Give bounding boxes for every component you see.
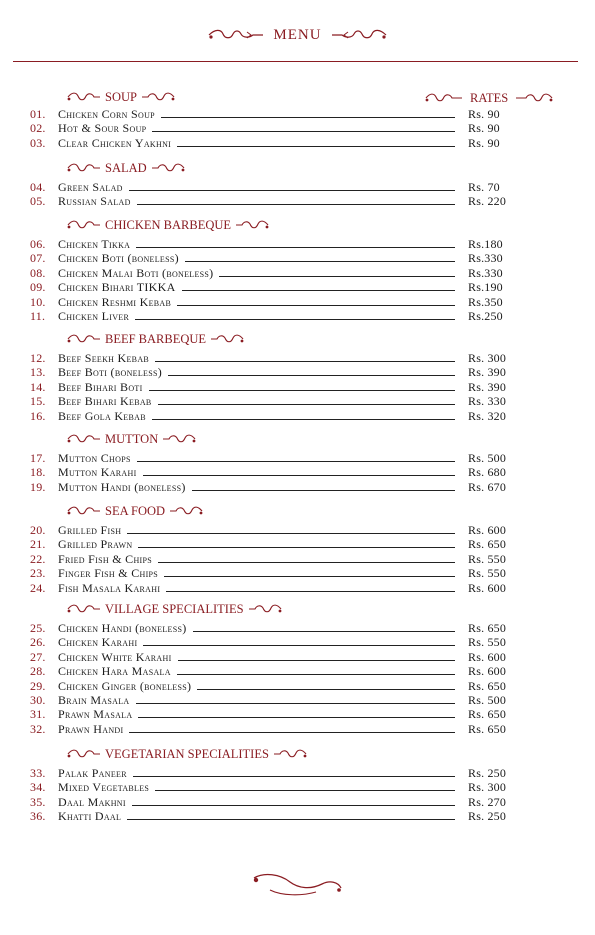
menu-item (0, 309, 595, 323)
menu-item (0, 795, 595, 809)
right-flourish-icon (514, 92, 554, 104)
section-items (0, 523, 595, 595)
item-number: 29. (30, 678, 46, 693)
menu-item (0, 409, 595, 423)
menu-item (0, 780, 595, 794)
item-price: Rs.350 (468, 294, 503, 309)
item-number: 06. (30, 237, 46, 251)
right-flourish-icon (150, 162, 186, 174)
section-heading (66, 331, 245, 347)
item-number: 10. (30, 294, 46, 309)
item-number: 33. (30, 766, 46, 780)
item-price: Rs. 300 (468, 780, 507, 795)
leader-line (138, 547, 455, 548)
item-name: Chicken Tikka (58, 237, 131, 251)
item-name: Chicken Boti (boneless) (58, 251, 179, 266)
left-flourish-icon (66, 603, 102, 615)
leader-line (158, 562, 455, 563)
item-price: Rs.190 (468, 280, 503, 295)
leader-line (143, 645, 455, 646)
item-number: 02. (30, 121, 46, 136)
menu-item (0, 566, 595, 580)
leader-line (177, 305, 455, 306)
section-title: SEA FOOD (105, 504, 166, 519)
item-name: Fried Fish & Chips (58, 551, 152, 566)
menu-item (0, 465, 595, 479)
left-flourish-icon (66, 748, 102, 760)
right-flourish-icon (272, 748, 308, 760)
left-flourish-icon (66, 219, 102, 231)
item-number: 19. (30, 479, 46, 494)
leader-line (133, 776, 455, 777)
leader-line (127, 819, 455, 820)
item-name: Chicken Liver (58, 308, 130, 323)
item-number: 27. (30, 649, 46, 664)
rates-label: RATES (470, 90, 509, 105)
item-number: 17. (30, 451, 46, 465)
item-price: Rs. 270 (468, 794, 507, 809)
leader-line (177, 674, 455, 675)
item-number: 15. (30, 394, 46, 409)
right-flourish-icon (140, 91, 176, 103)
leader-line (149, 390, 455, 391)
menu-item (0, 664, 595, 678)
menu-item (0, 523, 595, 537)
item-name: Mutton Handi (boneless) (58, 479, 186, 494)
menu-item (0, 766, 595, 780)
item-name: Beef Bihari Boti (58, 379, 143, 394)
item-name: Beef Boti (boneless) (58, 365, 162, 380)
item-price: Rs. 330 (468, 394, 507, 409)
item-name: Palak Paneer (58, 766, 127, 780)
item-name: Chicken Handi (boneless) (58, 621, 187, 635)
item-number: 03. (30, 135, 46, 150)
menu-item (0, 180, 595, 194)
menu-item (0, 707, 595, 721)
section-items (0, 351, 595, 423)
menu-item (0, 194, 595, 208)
item-name: Chicken Hara Masala (58, 664, 171, 679)
menu-item (0, 351, 595, 365)
item-name: Prawn Masala (58, 707, 133, 722)
item-price: Rs. 390 (468, 365, 507, 380)
left-flourish-icon (66, 505, 102, 517)
section-title: CHICKEN BARBEQUE (105, 218, 232, 233)
section-items (0, 621, 595, 736)
item-number: 34. (30, 780, 46, 795)
item-price: Rs. 390 (468, 379, 507, 394)
menu-item (0, 365, 595, 379)
item-number: 04. (30, 180, 46, 194)
item-price: Rs.330 (468, 251, 503, 266)
section-items (0, 107, 595, 150)
item-number: 31. (30, 707, 46, 722)
item-number: 09. (30, 280, 46, 295)
leader-line (166, 591, 455, 592)
item-number: 35. (30, 794, 46, 809)
section-heading (66, 746, 308, 762)
item-name: Chicken Malai Boti (boneless) (58, 265, 214, 280)
rates-heading (424, 89, 554, 107)
leader-line (193, 631, 455, 632)
item-name: Brain Masala (58, 692, 130, 707)
menu-item (0, 237, 595, 251)
right-flourish-icon (209, 333, 245, 345)
item-price: Rs. 90 (468, 135, 500, 150)
right-flourish-icon (161, 433, 197, 445)
item-name: Chicken Karahi (58, 635, 138, 650)
item-name: Hot & Sour Soup (58, 121, 147, 136)
leader-line (129, 190, 455, 191)
item-price: Rs. 600 (468, 523, 507, 537)
menu-header (0, 26, 595, 44)
menu-item (0, 295, 595, 309)
section-heading (66, 431, 197, 447)
menu-item (0, 722, 595, 736)
section-items (0, 766, 595, 824)
leader-line (135, 319, 455, 320)
leader-line (164, 576, 455, 577)
item-number: 21. (30, 537, 46, 552)
item-name: Beef Seekh Kebab (58, 351, 150, 365)
item-price: Rs. 670 (468, 479, 507, 494)
menu-item (0, 394, 595, 408)
item-name: Fish Masala Karahi (58, 580, 161, 595)
item-number: 16. (30, 408, 46, 423)
menu-item (0, 451, 595, 465)
leader-line (143, 475, 455, 476)
item-name: Beef Gola Kebab (58, 408, 146, 423)
section-items (0, 180, 595, 209)
leader-line (219, 276, 455, 277)
leader-line (197, 689, 455, 690)
item-number: 28. (30, 664, 46, 679)
menu-item (0, 693, 595, 707)
leader-line (129, 732, 455, 733)
menu-item (0, 552, 595, 566)
item-price: Rs. 650 (468, 678, 507, 693)
leader-line (136, 247, 455, 248)
section-heading (66, 503, 204, 519)
menu-item (0, 621, 595, 635)
item-name: Chicken Ginger (boneless) (58, 678, 192, 693)
leader-line (132, 805, 455, 806)
leader-line (138, 717, 455, 718)
menu-item (0, 136, 595, 150)
item-price: Rs. 70 (468, 180, 500, 194)
section-items (0, 237, 595, 323)
item-number: 13. (30, 365, 46, 380)
item-price: Rs. 250 (468, 766, 507, 780)
left-flourish-icon (207, 28, 265, 42)
item-price: Rs.250 (468, 308, 503, 323)
item-name: Beef Bihari Kebab (58, 394, 152, 409)
item-price: Rs. 650 (468, 721, 507, 736)
item-name: Mutton Chops (58, 451, 131, 465)
menu-item (0, 280, 595, 294)
menu-item (0, 266, 595, 280)
item-name: Daal Makhni (58, 794, 126, 809)
bottom-flourish-icon (250, 870, 345, 900)
item-number: 08. (30, 265, 46, 280)
leader-line (152, 131, 455, 132)
item-name: Chicken Bihari TIKKA (58, 280, 176, 295)
section-heading (66, 601, 283, 617)
section-heading (66, 160, 186, 176)
item-price: Rs. 650 (468, 621, 507, 635)
item-number: 18. (30, 465, 46, 480)
leader-line (178, 660, 455, 661)
menu-item (0, 107, 595, 121)
item-price: Rs. 650 (468, 537, 507, 552)
item-price: Rs. 90 (468, 107, 500, 121)
item-price: Rs.330 (468, 265, 503, 280)
item-name: Grilled Fish (58, 523, 122, 537)
item-number: 05. (30, 194, 46, 209)
item-price: Rs. 550 (468, 635, 507, 650)
leader-line (185, 261, 455, 262)
item-number: 36. (30, 809, 46, 824)
left-flourish-icon (66, 333, 102, 345)
section-title: VILLAGE SPECIALITIES (105, 602, 244, 617)
item-price: Rs. 90 (468, 121, 500, 136)
menu-item (0, 121, 595, 135)
menu-item (0, 635, 595, 649)
menu-item (0, 809, 595, 823)
item-price: Rs. 600 (468, 649, 507, 664)
item-name: Chicken White Karahi (58, 649, 172, 664)
item-price: Rs. 250 (468, 809, 507, 824)
left-flourish-icon (66, 91, 102, 103)
item-name: Russian Salad (58, 194, 131, 209)
section-heading (66, 89, 176, 105)
header-divider (13, 61, 578, 62)
item-number: 25. (30, 621, 46, 635)
item-name: Mixed Vegetables (58, 780, 150, 795)
item-price: Rs. 500 (468, 692, 507, 707)
item-name: Chicken Corn Soup (58, 107, 155, 121)
item-name: Prawn Handi (58, 721, 124, 736)
left-flourish-icon (66, 433, 102, 445)
item-price: Rs.180 (468, 237, 503, 251)
menu-item (0, 251, 595, 265)
section-title: SALAD (105, 161, 147, 176)
menu-item (0, 581, 595, 595)
item-name: Khatti Daal (58, 809, 122, 824)
leader-line (168, 375, 455, 376)
leader-line (161, 117, 455, 118)
item-price: Rs. 550 (468, 566, 507, 581)
item-price: Rs. 650 (468, 707, 507, 722)
item-number: 24. (30, 580, 46, 595)
section-title: MUTTON (105, 432, 159, 447)
item-price: Rs. 550 (468, 551, 507, 566)
leader-line (137, 204, 455, 205)
item-name: Clear Chicken Yakhni (58, 135, 172, 150)
item-name: Grilled Prawn (58, 537, 133, 552)
page-title: MENU (273, 26, 322, 43)
menu-item (0, 679, 595, 693)
menu-item (0, 650, 595, 664)
leader-line (127, 533, 455, 534)
leader-line (182, 290, 455, 291)
leader-line (137, 461, 455, 462)
item-price: Rs. 320 (468, 408, 507, 423)
item-price: Rs. 300 (468, 351, 507, 365)
menu-item (0, 380, 595, 394)
section-items (0, 451, 595, 494)
item-number: 23. (30, 566, 46, 581)
leader-line (152, 419, 455, 420)
item-number: 12. (30, 351, 46, 365)
item-number: 14. (30, 379, 46, 394)
item-number: 01. (30, 107, 46, 121)
left-flourish-icon (66, 162, 102, 174)
left-flourish-icon (424, 92, 464, 104)
item-price: Rs. 600 (468, 580, 507, 595)
item-price: Rs. 600 (468, 664, 507, 679)
item-name: Finger Fish & Chips (58, 566, 159, 581)
item-number: 07. (30, 251, 46, 266)
item-price: Rs. 680 (468, 465, 507, 480)
right-flourish-icon (168, 505, 204, 517)
item-number: 30. (30, 692, 46, 707)
leader-line (192, 490, 455, 491)
right-flourish-icon (330, 28, 388, 42)
item-name: Chicken Reshmi Kebab (58, 294, 172, 309)
section-title: VEGETARIAN SPECIALITIES (105, 747, 269, 762)
leader-line (155, 361, 455, 362)
right-flourish-icon (234, 219, 270, 231)
item-number: 32. (30, 721, 46, 736)
item-number: 26. (30, 635, 46, 650)
menu-item (0, 480, 595, 494)
leader-line (177, 146, 455, 147)
item-number: 20. (30, 523, 46, 537)
leader-line (155, 790, 455, 791)
section-title: SOUP (105, 90, 137, 105)
item-number: 22. (30, 551, 46, 566)
item-number: 11. (30, 308, 46, 323)
item-name: Mutton Karahi (58, 465, 137, 480)
leader-line (136, 703, 455, 704)
section-title: BEEF BARBEQUE (105, 332, 207, 347)
leader-line (158, 404, 455, 405)
item-name: Green Salad (58, 180, 123, 194)
menu-item (0, 537, 595, 551)
section-heading (66, 217, 270, 233)
item-price: Rs. 220 (468, 194, 507, 209)
right-flourish-icon (247, 603, 283, 615)
item-price: Rs. 500 (468, 451, 507, 465)
